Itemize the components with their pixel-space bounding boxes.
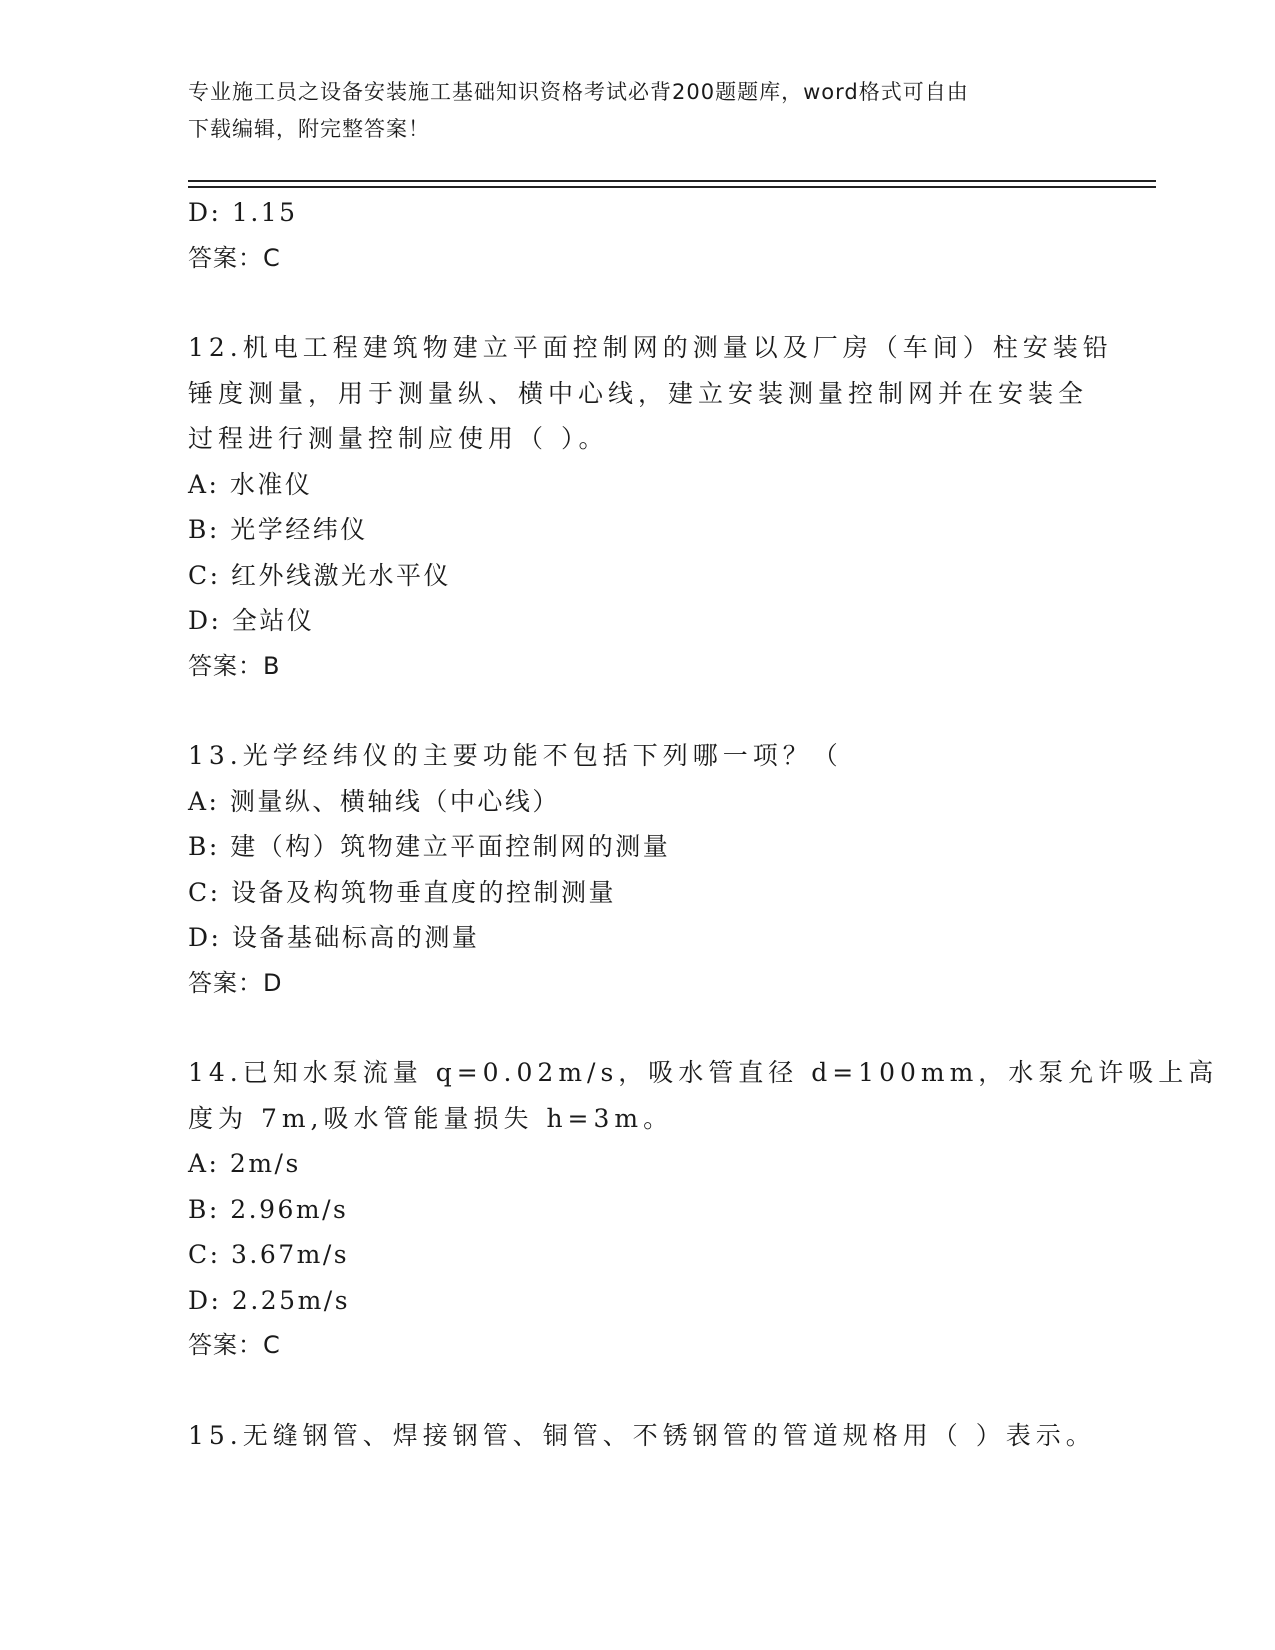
answer-line: 答案：C xyxy=(188,243,281,272)
option-b: B: 光学经纬仪 xyxy=(188,515,368,544)
question-stem-line: 度为 7m,吸水管能量损失 h=3m。 xyxy=(188,1103,674,1133)
option-a: A: 测量纵、横轴线（中心线） xyxy=(188,786,560,816)
option-a: A: 2m/s xyxy=(188,1149,301,1178)
question-stem-line: 13.光学经纬仪的主要功能不包括下列哪一项？（ xyxy=(188,741,843,770)
option-d: D: 1.15 xyxy=(188,198,298,227)
option-b: B: 2.96m/s xyxy=(188,1194,349,1224)
spacer xyxy=(188,281,1088,325)
question-15 xyxy=(188,1413,1096,1459)
option-a: A: 水准仪 xyxy=(188,469,313,499)
question-12 xyxy=(188,325,1113,689)
question-14 xyxy=(188,1050,1219,1369)
question-stem-line: 过程进行测量控制应使用（ ）。 xyxy=(188,424,609,453)
answer-line: 答案：C xyxy=(188,1331,281,1359)
header-rule-top xyxy=(188,180,1156,182)
question-stem-line: 14.已知水泵流量 q=0.02m/s，吸水管直径 d=100mm，水泵允许吸上高 xyxy=(188,1058,1219,1087)
header-rule-bottom xyxy=(188,186,1156,188)
option-c: C: 设备及构筑物垂直度的控制测量 xyxy=(188,877,616,907)
document-header xyxy=(188,74,1068,148)
spacer xyxy=(188,689,1088,733)
header-line-2: 下载编辑，附完整答案！ xyxy=(188,117,430,141)
question-content xyxy=(188,190,1219,1458)
question-stem-line: 15.无缝钢管、焊接钢管、铜管、不锈钢管的管道规格用（ ）表示。 xyxy=(188,1420,1096,1450)
option-c: C: 3.67m/s xyxy=(188,1240,350,1269)
option-d: D: 2.25m/s xyxy=(188,1285,351,1315)
option-c: C: 红外线激光水平仪 xyxy=(188,560,451,590)
header-line-1: 专业施工员之设备安装施工基础知识资格考试必背200题题库，word格式可自由 xyxy=(188,80,969,104)
question-stem-line: 锤度测量，用于测量纵、横中心线，建立安装测量控制网并在安装全 xyxy=(188,378,1089,408)
option-b: B: 建（构）筑物建立平面控制网的测量 xyxy=(188,832,671,861)
option-d: D: 全站仪 xyxy=(188,606,315,635)
option-d: D: 设备基础标高的测量 xyxy=(188,923,480,952)
answer-line: 答案：B xyxy=(188,651,281,680)
answer-line: 答案：D xyxy=(188,968,283,997)
spacer xyxy=(188,1006,1088,1050)
question-stem-line: 12.机电工程建筑物建立平面控制网的测量以及厂房（车间）柱安装铅 xyxy=(188,333,1113,362)
question-13 xyxy=(188,733,1088,1006)
spacer xyxy=(188,1369,1088,1413)
